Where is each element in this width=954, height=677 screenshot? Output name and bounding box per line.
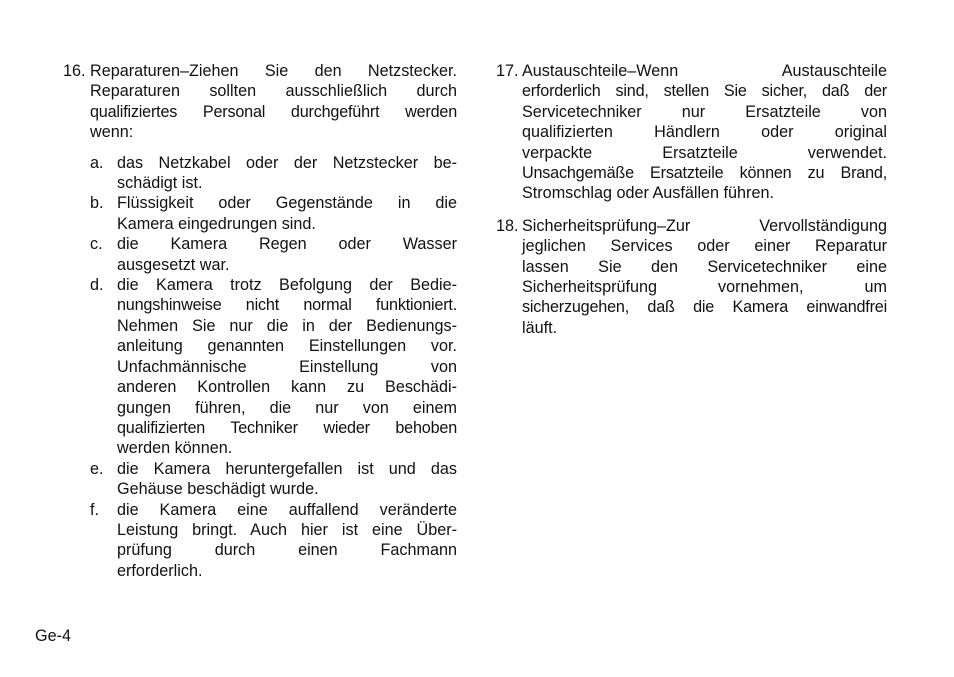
subitem-line: Nehmen Sie nur die in der Bedienungs- <box>117 316 457 335</box>
subitem-a <box>90 153 457 194</box>
subitem-line: qualifizierten Techniker wieder behoben <box>117 418 457 437</box>
item-17-line: verpackte Ersatzteile verwendet. <box>522 143 887 162</box>
item-17-body <box>522 61 887 204</box>
item-18-line: Sicherheitsprüfung vornehmen, um <box>522 278 887 297</box>
item-17-line: Austauschteile–Wenn Austauschteile <box>522 62 887 80</box>
subitem-line: gungen führen, die nur von einem <box>117 398 457 417</box>
item-18-body <box>522 216 887 338</box>
item-18-line: lassen Sie den Servicetechniker eine <box>522 257 887 276</box>
left-column <box>63 61 457 581</box>
subitem-line: Leistung bringt. Auch hier ist eine Über- <box>117 520 457 539</box>
subitem-line: erforderlich. <box>117 561 203 580</box>
subitem-line: werden können. <box>117 439 233 458</box>
subitem-letter: f. <box>90 500 99 519</box>
subitem-line: Unfachmännische Einstellung von <box>117 357 457 376</box>
subitem-line: Gehäuse beschädigt wurde. <box>117 480 319 499</box>
item-16-line: wenn: <box>90 123 134 142</box>
item-18-line: sicherzugehen, daß die Kamera einwandfrei <box>522 298 887 317</box>
subitem-e <box>90 459 457 500</box>
item-16-number: 16. <box>63 62 86 80</box>
subitem-letter: b. <box>90 194 104 213</box>
subitem-letter: d. <box>90 276 104 295</box>
item-17-line: erforderlich sind, stellen Sie sicher, daß der <box>522 82 887 101</box>
item-17-number: 17. <box>496 62 519 80</box>
subitem-line: schädigt ist. <box>117 174 203 193</box>
right-column <box>496 61 887 338</box>
subitem-line: die Kamera trotz Befolgung der Bedie- <box>117 276 457 295</box>
subitem-letter: c. <box>90 235 103 254</box>
subitem-line: anleitung genannten Einstellungen vor. <box>117 337 457 356</box>
item-17-line: qualifizierten Händlern oder original <box>522 123 887 142</box>
item-17 <box>496 61 887 204</box>
item-16-line: Reparaturen–Ziehen Sie den Netzstecker. <box>90 62 457 80</box>
page-number: Ge-4 <box>35 627 71 645</box>
item-16-subitems <box>90 153 457 582</box>
item-16-line: qualifiziertes Personal durchgeführt werden <box>90 102 457 121</box>
subitem-line: Flüssigkeit oder Gegenstände in die <box>117 194 457 213</box>
item-18-line: läuft. <box>522 318 558 337</box>
item-16-line: Reparaturen sollten ausschließlich durch <box>90 82 457 101</box>
subitem-line: prüfung durch einen Fachmann <box>117 541 457 560</box>
item-17-line: Servicetechniker nur Ersatzteile von <box>522 102 887 121</box>
subitem-line: das Netzkabel oder der Netzstecker be- <box>117 153 457 172</box>
subitem-line: Kamera eingedrungen sind. <box>117 214 316 233</box>
subitem-line: die Kamera eine auffallend veränderte <box>117 500 457 519</box>
item-18-line: jeglichen Services oder einer Reparatur <box>522 237 887 256</box>
subitem-letter: a. <box>90 153 104 172</box>
item-17-line: Unsachgemäße Ersatzteile können zu Brand, <box>522 164 887 183</box>
subitem-c <box>90 234 457 275</box>
subitem-f <box>90 500 457 582</box>
subitem-line: ausgesetzt war. <box>117 255 230 274</box>
subitem-line: die Kamera Regen oder Wasser <box>117 235 457 254</box>
subitem-line: anderen Kontrollen kann zu Beschädi- <box>117 378 457 397</box>
item-16-body <box>90 61 457 143</box>
subitem-d <box>90 275 457 459</box>
subitem-letter: e. <box>90 459 104 478</box>
item-17-line: Stromschlag oder Ausfällen führen. <box>522 184 774 203</box>
subitem-b <box>90 193 457 234</box>
item-18 <box>496 216 887 338</box>
item-18-line: Sicherheitsprüfung–Zur Vervollständigung <box>522 216 887 235</box>
subitem-line: die Kamera heruntergefallen ist und das <box>117 459 457 478</box>
item-16 <box>63 61 457 143</box>
item-18-number: 18. <box>496 216 519 235</box>
subitem-line: nungshinweise nicht normal funktioniert. <box>117 296 457 315</box>
